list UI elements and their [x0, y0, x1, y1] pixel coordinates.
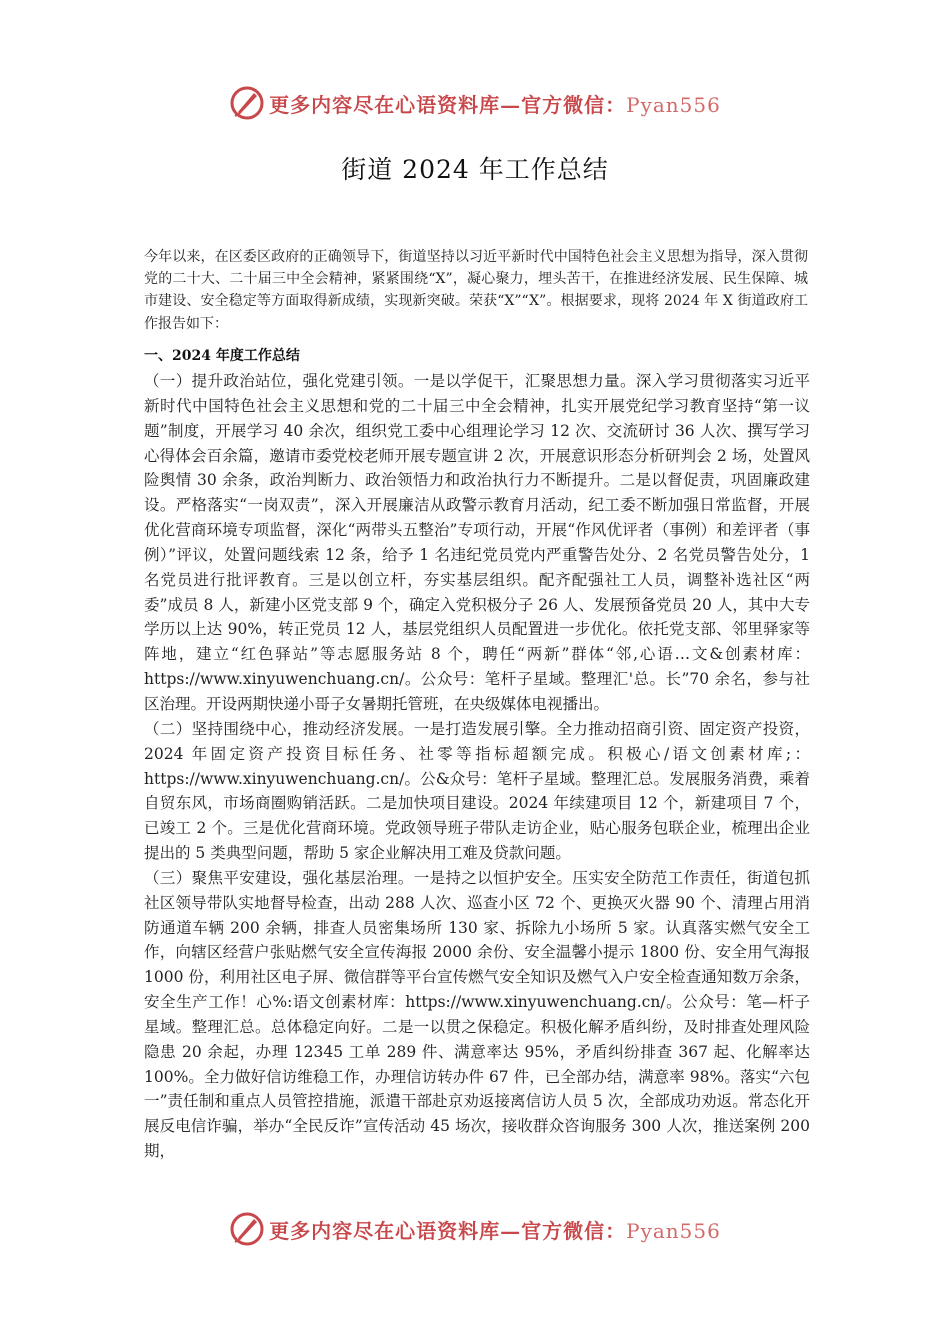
paragraph-safety: （三）聚焦平安建设，强化基层治理。一是持之以恒护安全。压实安全防范工作责任，街道包抓社区领导带队实地督导检查，出动 288 人次、巡查小区 72 个、更换灭火器 90 个、清理占用消防通道车辆 200 余辆，排查人员密集场所 130 家、拆除九小场所 5 家。认真落实燃气安全工作，向辖区经营户张贴燃气安全宣传海报 2000 余份、安全温馨小提示 1800 份、安全用气海报 1000 份，利用社区电子屏、微信群等平台宣传燃气安全知识及燃气入户安全检查通知数万余条，安全生产工作！心%:语文创素材库：https://www.xinyuwenchuang.cn/。公众号：笔—杆子星域。整理汇总。总体稳定向好。二是一以贯之保稳定。积极化解矛盾纠纷，及时排查处理风险隐患 20 余起，办理 12345 工单 289 件、满意率达 95%，矛盾纠纷排查 367 起、化解率达 100%。全力做好信访维稳工作，办理信访转办件 67 件，已全部办结，满意率 98%。落实“六包一”责任制和重点人员管控措施，派遣干部赴京劝返接离信访人员 5 次，全部成功劝返。常态化开展反电信诈骗，举办“全民反诈”宣传活动 45 场次，接收群众咨询服务 300 人次，推送案例 200 期， [144, 868, 810, 1161]
document-body [144, 369, 810, 1164]
banner-text [269, 89, 721, 118]
quill-logo-icon [229, 85, 265, 121]
quill-logo-icon [229, 1211, 265, 1247]
intro-paragraph: 今年以来，在区委区政府的正确领导下，街道坚持以习近平新时代中国特色社会主义思想为指导，深入贯彻党的二十大、二十届三中全会精神，紧紧围绕“X”，凝心聚力，埋头苦干，在推进经济发展、民生保障、城市建设、安全稳定等方面取得新成绩，实现新突破。荣获“X”“X”。根据要求，现将 2024 年 X 街道政府工作报告如下： [144, 249, 808, 332]
document-title: 街道 2024 年工作总结 [341, 155, 609, 184]
watermark-banner-top [0, 83, 950, 123]
banner-wechat-id: Pyan556 [626, 1218, 721, 1243]
paragraph-economy: （二）坚持围绕中心，推动经济发展。一是打造发展引擎。全力推动招商引资、固定资产投资，2024 年固定资产投资目标任务、社零等指标超额完成。积极心/语文创素材库;：https://www.xinyuwenchuang.cn/。公&众号：笔杆子星域。整理汇总。发展服务消费，乘着自贸东风，市场商圈购销活跃。二是加快项目建设。2024 年续建项目 12 个，新建项目 7 个，已竣工 2 个。三是优化营商环境。党政领导班子带队走访企业，贴心服务包联企业，梳理出企业提出的 5 类典型问题，帮助 5 家企业解决用工难及贷款问题。 [144, 719, 810, 863]
banner-wechat-id: Pyan556 [626, 92, 721, 117]
paragraph-party-building: （一）提升政治站位，强化党建引领。一是以学促干，汇聚思想力量。深入学习贯彻落实习近平新时代中国特色社会主义思想和党的二十届三中全会精神，扎实开展党纪学习教育坚持“第一议题”制度，开展学习 40 余次，组织党工委中心组理论学习 12 次、交流研讨 36 人次、撰写学习心得体会百余篇，邀请市委党校老师开展专题宣讲 2 次，开展意识形态分析研判会 2 场，处置风险舆情 30 余条，政治判断力、政治领悟力和政治执行力不断提升。二是以督促责，巩固廉政建设。严格落实“一岗双责”，深入开展廉洁从政警示教育月活动，纪工委不断加强日常监督，开展优化营商环境专项监督，深化“两带头五整治”专项行动，开展“作风优评者（事例）和差评者（事例）”评议，处置问题线索 12 条，给予 1 名违纪党员党内严重警告处分、2 名党员警告处分，1 名党员进行批评教育。三是以创立杆，夯实基层组织。配齐配强社工人员，调整补选社区“两委”成员 8 人，新建小区党支部 9 个，确定入党积极分子 26 人、发展预备党员 20 人，其中大专学历以上达 90%，转正党员 12 人，基层党组织人员配置进一步优化。依托党支部、邻里驿家等阵地，建立“红色驿站”等志愿服务站 8 个，聘任“两新”群体“邻,心语…文&创素材库：https://www.xinyuwenchuang.cn/。公众号：笔杆子星域。整理汇'总。长”70 余名，参与社区治理。开设两期快递小哥子女暑期托管班，在央级媒体电视播出。 [144, 372, 810, 713]
banner-text [269, 1215, 721, 1244]
section-heading: 一、2024 年度工作总结 [144, 348, 300, 364]
banner-slogan: 更多内容尽在心语资料库—官方微信： [269, 92, 627, 117]
banner-slogan: 更多内容尽在心语资料库—官方微信： [269, 1218, 627, 1243]
watermark-banner-bottom [0, 1209, 950, 1249]
